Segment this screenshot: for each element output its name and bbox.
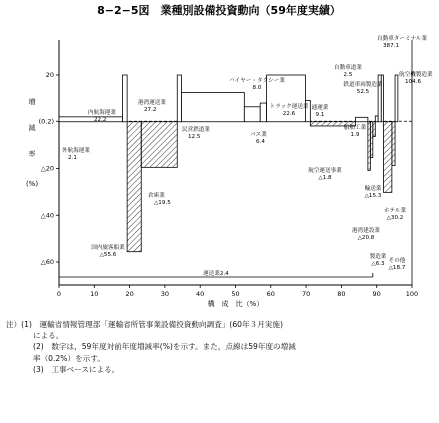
y-tick-label: △20 bbox=[40, 164, 54, 173]
bar-value-label: △6.3 bbox=[371, 261, 385, 267]
bar-name-label: 製造業 bbox=[369, 254, 387, 260]
note-2-cont: 率（0.2%）を示す。 bbox=[33, 353, 105, 363]
bar-value-label: △19.5 bbox=[154, 200, 171, 206]
bar-value-label: 1.9 bbox=[350, 132, 360, 138]
bar bbox=[123, 75, 128, 122]
bar bbox=[392, 122, 395, 166]
bar-value-label: △15.3 bbox=[364, 193, 382, 199]
bar-value-label: 9.1 bbox=[315, 112, 325, 118]
bar-value-label: △20.8 bbox=[357, 235, 375, 241]
x-tick-label: 30 bbox=[160, 290, 170, 298]
bar-name-label: 鉄道車両製造業 bbox=[343, 82, 383, 88]
bar-name-label: 輸送業 bbox=[364, 186, 382, 192]
bar-name-label: 港湾建設業 bbox=[352, 228, 380, 234]
bar bbox=[383, 122, 391, 193]
y-tick-label: △60 bbox=[40, 258, 54, 267]
bar-value-label: △30.2 bbox=[386, 215, 404, 221]
x-tick-label: 80 bbox=[337, 290, 346, 298]
bar bbox=[395, 75, 398, 122]
y-tick-label: (0.2) bbox=[38, 117, 54, 126]
bar-name-label: 港湾運送業 bbox=[138, 100, 166, 106]
x-tick-label: 70 bbox=[301, 290, 311, 298]
bar-value-label: 52.5 bbox=[356, 89, 370, 95]
bar-name-label: 船舶工業 bbox=[343, 125, 367, 131]
bar-name-label: 内航海運業 bbox=[88, 110, 116, 116]
y-tick-label: △40 bbox=[40, 211, 54, 220]
bar bbox=[181, 93, 244, 122]
bar-name-label: 国内旅客船業 bbox=[91, 245, 125, 251]
bar-name-label: 民営鉄道業 bbox=[182, 127, 210, 133]
bar bbox=[356, 117, 368, 121]
note-2: (2) 数字は，59年度対前年度増減率(%)を示す。また，点線は59年度の増減 bbox=[33, 342, 296, 352]
bar-name-label: 航空機製造業 bbox=[399, 72, 433, 78]
bar-name-label: 外航海運業 bbox=[62, 148, 90, 154]
notes bbox=[6, 319, 434, 375]
x-axis-title: 構 成 比（%） bbox=[207, 300, 264, 308]
x-tick-label: 20 bbox=[125, 290, 134, 298]
bar-value-label: △18.7 bbox=[388, 265, 406, 271]
y-axis-mark: 増 bbox=[28, 98, 36, 106]
axes bbox=[26, 40, 418, 308]
x-tick-label: 10 bbox=[90, 290, 99, 298]
x-tick-label: 40 bbox=[196, 290, 205, 298]
bar bbox=[141, 122, 177, 168]
bar bbox=[177, 75, 181, 122]
x-tick-label: 90 bbox=[372, 290, 381, 298]
bar bbox=[59, 117, 123, 122]
bar-name-label: ハイヤー・タクシー業 bbox=[229, 78, 285, 84]
bar-value-label: 8.0 bbox=[252, 85, 262, 91]
y-axis-mark: 減 bbox=[28, 124, 36, 132]
bar-value-label: 2.1 bbox=[68, 155, 77, 161]
bar-value-label: △1.8 bbox=[318, 175, 332, 181]
x-tick-label: 60 bbox=[266, 290, 275, 298]
bar-value-label: 387.1 bbox=[383, 43, 400, 49]
bar-value-label: 27.2 bbox=[144, 107, 157, 113]
y-tick-label: 20 bbox=[45, 71, 54, 80]
bar bbox=[375, 116, 378, 122]
chart-title: 8−2−5図 業種別設備投資動向（59年度実績） bbox=[97, 4, 341, 17]
note-1: 注）(1) 運輸省情報管理部「運輸省所管事業設備投資動向調査」(60年３月実施) bbox=[6, 320, 283, 329]
bar bbox=[373, 122, 375, 137]
x-tick-label: 100 bbox=[405, 290, 419, 298]
bar-value-label: 6.4 bbox=[256, 139, 265, 145]
bar-labels bbox=[62, 34, 433, 271]
bar-value-label: 104.6 bbox=[405, 79, 422, 85]
bar-name-label: 自動車道業 bbox=[334, 65, 362, 71]
bar-value-label: 12.5 bbox=[188, 134, 201, 140]
bar-value-label: 22.6 bbox=[282, 111, 296, 117]
bar-name-label: 航空運送事業 bbox=[308, 168, 342, 174]
note-3: (3) 工事ベースによる。 bbox=[33, 364, 120, 374]
x-tick-label: 50 bbox=[231, 290, 240, 298]
bar-name-label: トラック運送業 bbox=[269, 104, 309, 110]
bar-name-label: バス業 bbox=[250, 132, 267, 138]
bar-name-label: 通運業 bbox=[311, 105, 329, 111]
bars bbox=[59, 75, 398, 252]
bar-value-label: 22.2 bbox=[94, 117, 107, 123]
y-axis-mark: 率 bbox=[28, 150, 36, 158]
bar-name-label: その他 bbox=[388, 258, 406, 264]
bar-name-label: 倉庫業 bbox=[148, 193, 165, 199]
y-axis-mark: (%) bbox=[25, 180, 39, 188]
x-tick-label: 0 bbox=[56, 290, 62, 298]
note-1-cont: による。 bbox=[33, 331, 64, 341]
bar-value-label: △55.6 bbox=[99, 252, 117, 258]
bar bbox=[260, 103, 266, 122]
transport-label: 運送業2.4 bbox=[203, 271, 229, 277]
bar-name-label: ホテル業 bbox=[383, 208, 407, 214]
bar-value-label: 2.5 bbox=[343, 72, 353, 78]
bar bbox=[244, 107, 260, 122]
bar bbox=[127, 122, 141, 252]
bar-name-label: 自動車ターミナル業 bbox=[377, 36, 428, 42]
